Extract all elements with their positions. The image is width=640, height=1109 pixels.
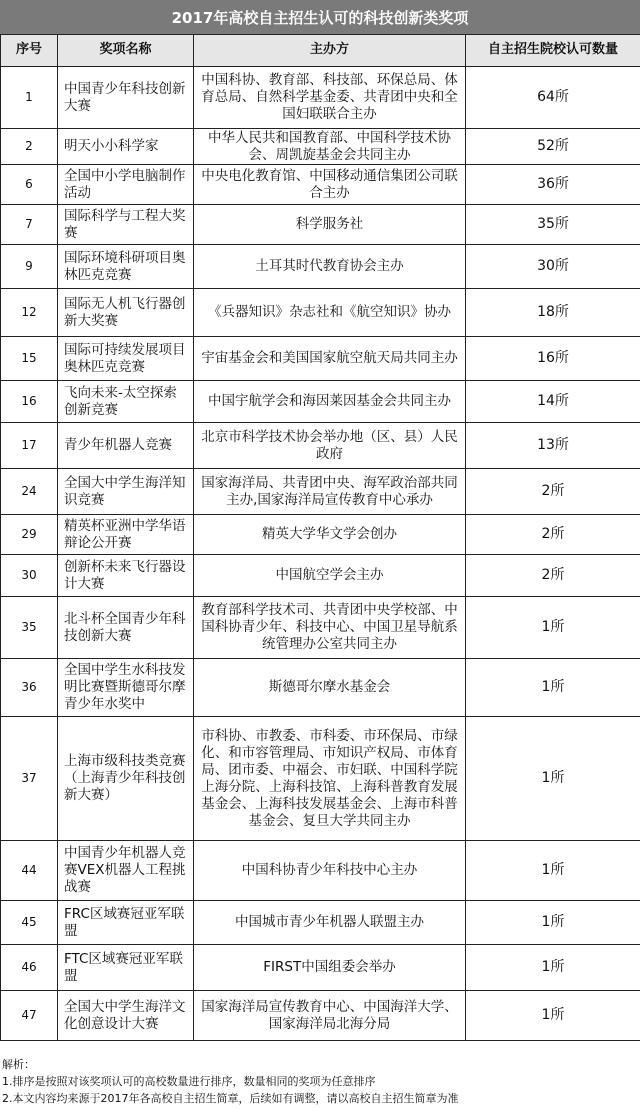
school-count: 14所 xyxy=(466,381,640,423)
award-name: 国际无人机飞行器创新大奖赛 xyxy=(58,289,194,337)
award-name: 全国大中学生海洋文化创意设计大赛 xyxy=(58,991,194,1041)
school-count: 1所 xyxy=(466,659,640,717)
row-number: 35 xyxy=(1,597,58,659)
note-item: 2.本文内容均来源于2017年各高校自主招生简章，后续如有调整，请以高校自主招生简章为准 xyxy=(2,1092,459,1105)
school-count: 52所 xyxy=(466,129,640,165)
row-number: 9 xyxy=(1,245,58,289)
school-count: 13所 xyxy=(466,423,640,469)
row-number: 6 xyxy=(1,165,58,205)
award-name: 国际科学与工程大奖赛 xyxy=(58,205,194,245)
row-number: 45 xyxy=(1,901,58,945)
header-name: 奖项名称 xyxy=(58,35,194,67)
award-name: 全国大中学生海洋知识竞赛 xyxy=(58,469,194,515)
table-row xyxy=(1,659,640,717)
award-name: 飞向未来-太空探索创新竞赛 xyxy=(58,381,194,423)
award-name: 上海市级科技类竞赛（上海青少年科技创新大赛） xyxy=(58,717,194,841)
table-row xyxy=(1,67,640,129)
organizer: 土耳其时代教育协会主办 xyxy=(194,245,466,289)
organizer: 中华人民共和国教育部、中国科学技术协会、周凯旋基金会共同主办 xyxy=(194,129,466,165)
organizer: 中国科协、教育部、科技部、环保总局、体育总局、自然科学基金委、共青团中央和全国妇联联合主办 xyxy=(194,67,466,129)
organizer: 中国科协青少年科技中心主办 xyxy=(194,841,466,901)
row-number: 47 xyxy=(1,991,58,1041)
row-number: 46 xyxy=(1,945,58,991)
header-row xyxy=(1,35,640,67)
school-count: 1所 xyxy=(466,597,640,659)
award-name: 精英杯亚洲中学华语辩论公开赛 xyxy=(58,515,194,555)
table-row xyxy=(1,841,640,901)
table-row xyxy=(1,597,640,659)
row-number: 17 xyxy=(1,423,58,469)
school-count: 2所 xyxy=(466,555,640,597)
table-row xyxy=(1,555,640,597)
school-count: 18所 xyxy=(466,289,640,337)
organizer: 中国宇航学会和海因莱因基金会共同主办 xyxy=(194,381,466,423)
school-count: 16所 xyxy=(466,337,640,381)
organizer: 国家海洋局、共青团中央、海军政治部共同主办,国家海洋局宣传教育中心承办 xyxy=(194,469,466,515)
organizer: 中国城市青少年机器人联盟主办 xyxy=(194,901,466,945)
school-count: 2所 xyxy=(466,469,640,515)
row-number: 36 xyxy=(1,659,58,717)
organizer: 《兵器知识》杂志社和《航空知识》协办 xyxy=(194,289,466,337)
organizer: 北京市科学技术协会举办地（区、县）人民政府 xyxy=(194,423,466,469)
awards-table xyxy=(0,34,640,1041)
note-item: 1.排序是按照对该奖项认可的高校数量进行排序，数量相同的奖项为任意排序 xyxy=(2,1075,376,1088)
organizer: 市科协、市教委、市科委、市环保局、市绿化、和市容管理局、市知识产权局、市体育局、团市委、中福会、市妇联、中国科学院上海分院、上海科技馆、上海科普教育发展基金会、上海科技发展基金会、上海市科普基金会、复旦大学共同主办 xyxy=(194,717,466,841)
row-number: 12 xyxy=(1,289,58,337)
award-name: 北斗杯全国青少年科技创新大赛 xyxy=(58,597,194,659)
row-number: 24 xyxy=(1,469,58,515)
table-row xyxy=(1,337,640,381)
header-count: 自主招生院校认可数量 xyxy=(466,35,640,67)
school-count: 1所 xyxy=(466,901,640,945)
award-name: FTC区域赛冠亚军联盟 xyxy=(58,945,194,991)
row-number: 1 xyxy=(1,67,58,129)
award-name: 青少年机器人竞赛 xyxy=(58,423,194,469)
row-number: 44 xyxy=(1,841,58,901)
table-row xyxy=(1,205,640,245)
notes xyxy=(0,1056,640,1109)
table-row xyxy=(1,991,640,1041)
table-row xyxy=(1,901,640,945)
organizer: FIRST中国组委会举办 xyxy=(194,945,466,991)
school-count: 36所 xyxy=(466,165,640,205)
table-body xyxy=(1,67,640,1041)
organizer: 中央电化教育馆、中国移动通信集团公司联合主办 xyxy=(194,165,466,205)
header-no: 序号 xyxy=(1,35,58,67)
school-count: 1所 xyxy=(466,841,640,901)
table-row xyxy=(1,165,640,205)
award-name: 中国青少年科技创新大赛 xyxy=(58,67,194,129)
award-name: 国际可持续发展项目奥林匹克竞赛 xyxy=(58,337,194,381)
school-count: 1所 xyxy=(466,945,640,991)
award-name: 创新杯未来飞行器设计大赛 xyxy=(58,555,194,597)
award-name: 全国中学生水科技发明比赛暨斯德哥尔摩青少年水奖中 xyxy=(58,659,194,717)
award-name: FRC区域赛冠亚军联盟 xyxy=(58,901,194,945)
table-row xyxy=(1,381,640,423)
school-count: 64所 xyxy=(466,67,640,129)
table-row xyxy=(1,289,640,337)
row-number: 30 xyxy=(1,555,58,597)
row-number: 15 xyxy=(1,337,58,381)
organizer: 教育部科学技术司、共青团中央学校部、中国科协青少年、科技中心、中国卫星导航系统管理办公室共同主办 xyxy=(194,597,466,659)
school-count: 1所 xyxy=(466,991,640,1041)
header-organizer: 主办方 xyxy=(194,35,466,67)
row-number: 29 xyxy=(1,515,58,555)
organizer: 斯德哥尔摩水基金会 xyxy=(194,659,466,717)
row-number: 37 xyxy=(1,717,58,841)
table-row xyxy=(1,423,640,469)
table-title: 2017年高校自主招生认可的科技创新类奖项 xyxy=(0,0,640,34)
school-count: 1所 xyxy=(466,717,640,841)
table-row xyxy=(1,245,640,289)
award-name: 中国青少年机器人竞赛VEX机器人工程挑战赛 xyxy=(58,841,194,901)
table-row xyxy=(1,129,640,165)
row-number: 16 xyxy=(1,381,58,423)
award-name: 全国中小学电脑制作活动 xyxy=(58,165,194,205)
organizer: 中国航空学会主办 xyxy=(194,555,466,597)
organizer: 国家海洋局宣传教育中心、中国海洋大学、国家海洋局北海分局 xyxy=(194,991,466,1041)
organizer: 精英大学华文学会创办 xyxy=(194,515,466,555)
row-number: 7 xyxy=(1,205,58,245)
table-row xyxy=(1,945,640,991)
organizer: 宇宙基金会和美国国家航空航天局共同主办 xyxy=(194,337,466,381)
award-name: 国际环境科研项目奥林匹克竞赛 xyxy=(58,245,194,289)
table-row xyxy=(1,469,640,515)
school-count: 35所 xyxy=(466,205,640,245)
table-row xyxy=(1,717,640,841)
table-row xyxy=(1,515,640,555)
organizer: 科学服务社 xyxy=(194,205,466,245)
award-name: 明天小小科学家 xyxy=(58,129,194,165)
school-count: 2所 xyxy=(466,515,640,555)
notes-heading: 解析： xyxy=(2,1058,35,1071)
row-number: 2 xyxy=(1,129,58,165)
school-count: 30所 xyxy=(466,245,640,289)
